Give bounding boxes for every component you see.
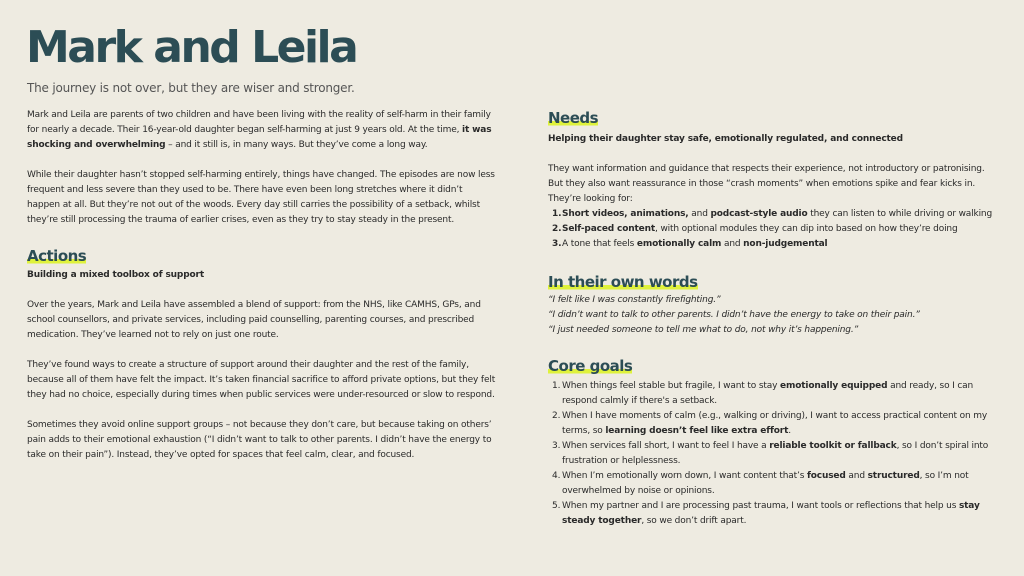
actions-paragraph-2: They’ve found ways to create a structure of support around their daughter and the rest of the family, because all of them have felt the impact. It’s taken financial sacrifice to afford private options, but they felt they had no choice, especially during times when public services were under-resourced or slow to respond. [27, 360, 496, 400]
actions-paragraph-3: Sometimes they avoid online support groups – not because they don’t care, but because taking on others’ pain adds to their emotional exhaustion (“I didn’t want to talk to other parents. I didn’t have the energy to take on their pain”). Instead, they’ve opted for spaces that feel calm, clear, and focused. [27, 420, 492, 460]
needs-subheading: Helping their daughter stay safe, emotionally regulated, and connected [548, 134, 903, 144]
actions-heading: Actions [27, 247, 87, 265]
right-column [548, 109, 1000, 529]
core-goals-list [548, 379, 1000, 529]
quotes-block [548, 293, 1000, 338]
list-item: 2. Self-paced content, with optional modules they can dip into based on how they’re doing [552, 224, 958, 234]
left-column [27, 108, 497, 463]
needs-heading: Needs [548, 109, 599, 127]
core-goals-heading: Core goals [548, 357, 633, 375]
list-item: 5. When my partner and I are processing past trauma, I want tools or reflections that help us stay steady together, so we don’t drift apart. [552, 501, 980, 526]
list-item: 4. When I’m emotionally worn down, I want content that’s focused and structured, so I’m not overwhelmed by noise or opinions. [552, 471, 969, 496]
needs-paragraph: They want information and guidance that respects their experience, not introductory or patronising. But they also want reassurance in those “crash moments” when emotions spike and fear kicks in. They’re looking for: [548, 164, 985, 204]
intro-paragraph-2: While their daughter hasn’t stopped self-harming entirely, things have changed. The episodes are now less frequent and less severe than they used to be. There have even been long stretches where it didn’t happen at all. But they’re not out of the woods. Every day still carries the possibility of a setback, whilst they’re still processing the trauma of earlier crises, even as they try to stay steady in the present. [27, 170, 495, 225]
page-title: Mark and Leila [26, 22, 357, 73]
list-item: 3. When services fall short, I want to feel I have a reliable toolkit or fallback, so I don’t spiral into frustration or helplessness. [552, 441, 989, 466]
needs-list [548, 207, 1000, 252]
list-item: 1. When things feel stable but fragile, I want to stay emotionally equipped and ready, so I can respond calmly if there's a setback. [552, 381, 974, 406]
quote: “I didn’t want to talk to other parents. I didn’t have the energy to take on their pain.” [548, 310, 920, 320]
quote: “I just needed someone to tell me what to do, not why it’s happening.” [548, 325, 859, 335]
own-words-heading: In their own words [548, 273, 698, 291]
intro-paragraph-1: Mark and Leila are parents of two children and have been living with the reality of self-harm in their family for nearly a decade. Their 16-year-old daughter began self-harming at just 9 years old. At the time, it was shocking and overwhelming – and it still is, in many ways. But they’ve come a long way. [27, 110, 492, 150]
list-item: 2. When I have moments of calm (e.g., walking or driving), I want to access practical content on my terms, so learning doesn’t feel like extra effort. [552, 411, 988, 436]
list-item: 3. A tone that feels emotionally calm and non-judgemental [552, 239, 828, 249]
quote: “I felt like I was constantly firefighting.” [548, 295, 721, 305]
list-item: 1. Short videos, animations, and podcast-style audio they can listen to while driving or walking [552, 209, 993, 219]
actions-subheading: Building a mixed toolbox of support [27, 270, 204, 280]
actions-paragraph-1: Over the years, Mark and Leila have assembled a blend of support: from the NHS, like CAMHS, GPs, and school counsellors, and private services, including paid counselling, parenting courses, and prescribed medication. They’ve learned not to rely on just one route. [27, 300, 481, 340]
page-subtitle: The journey is not over, but they are wiser and stronger. [27, 81, 355, 95]
